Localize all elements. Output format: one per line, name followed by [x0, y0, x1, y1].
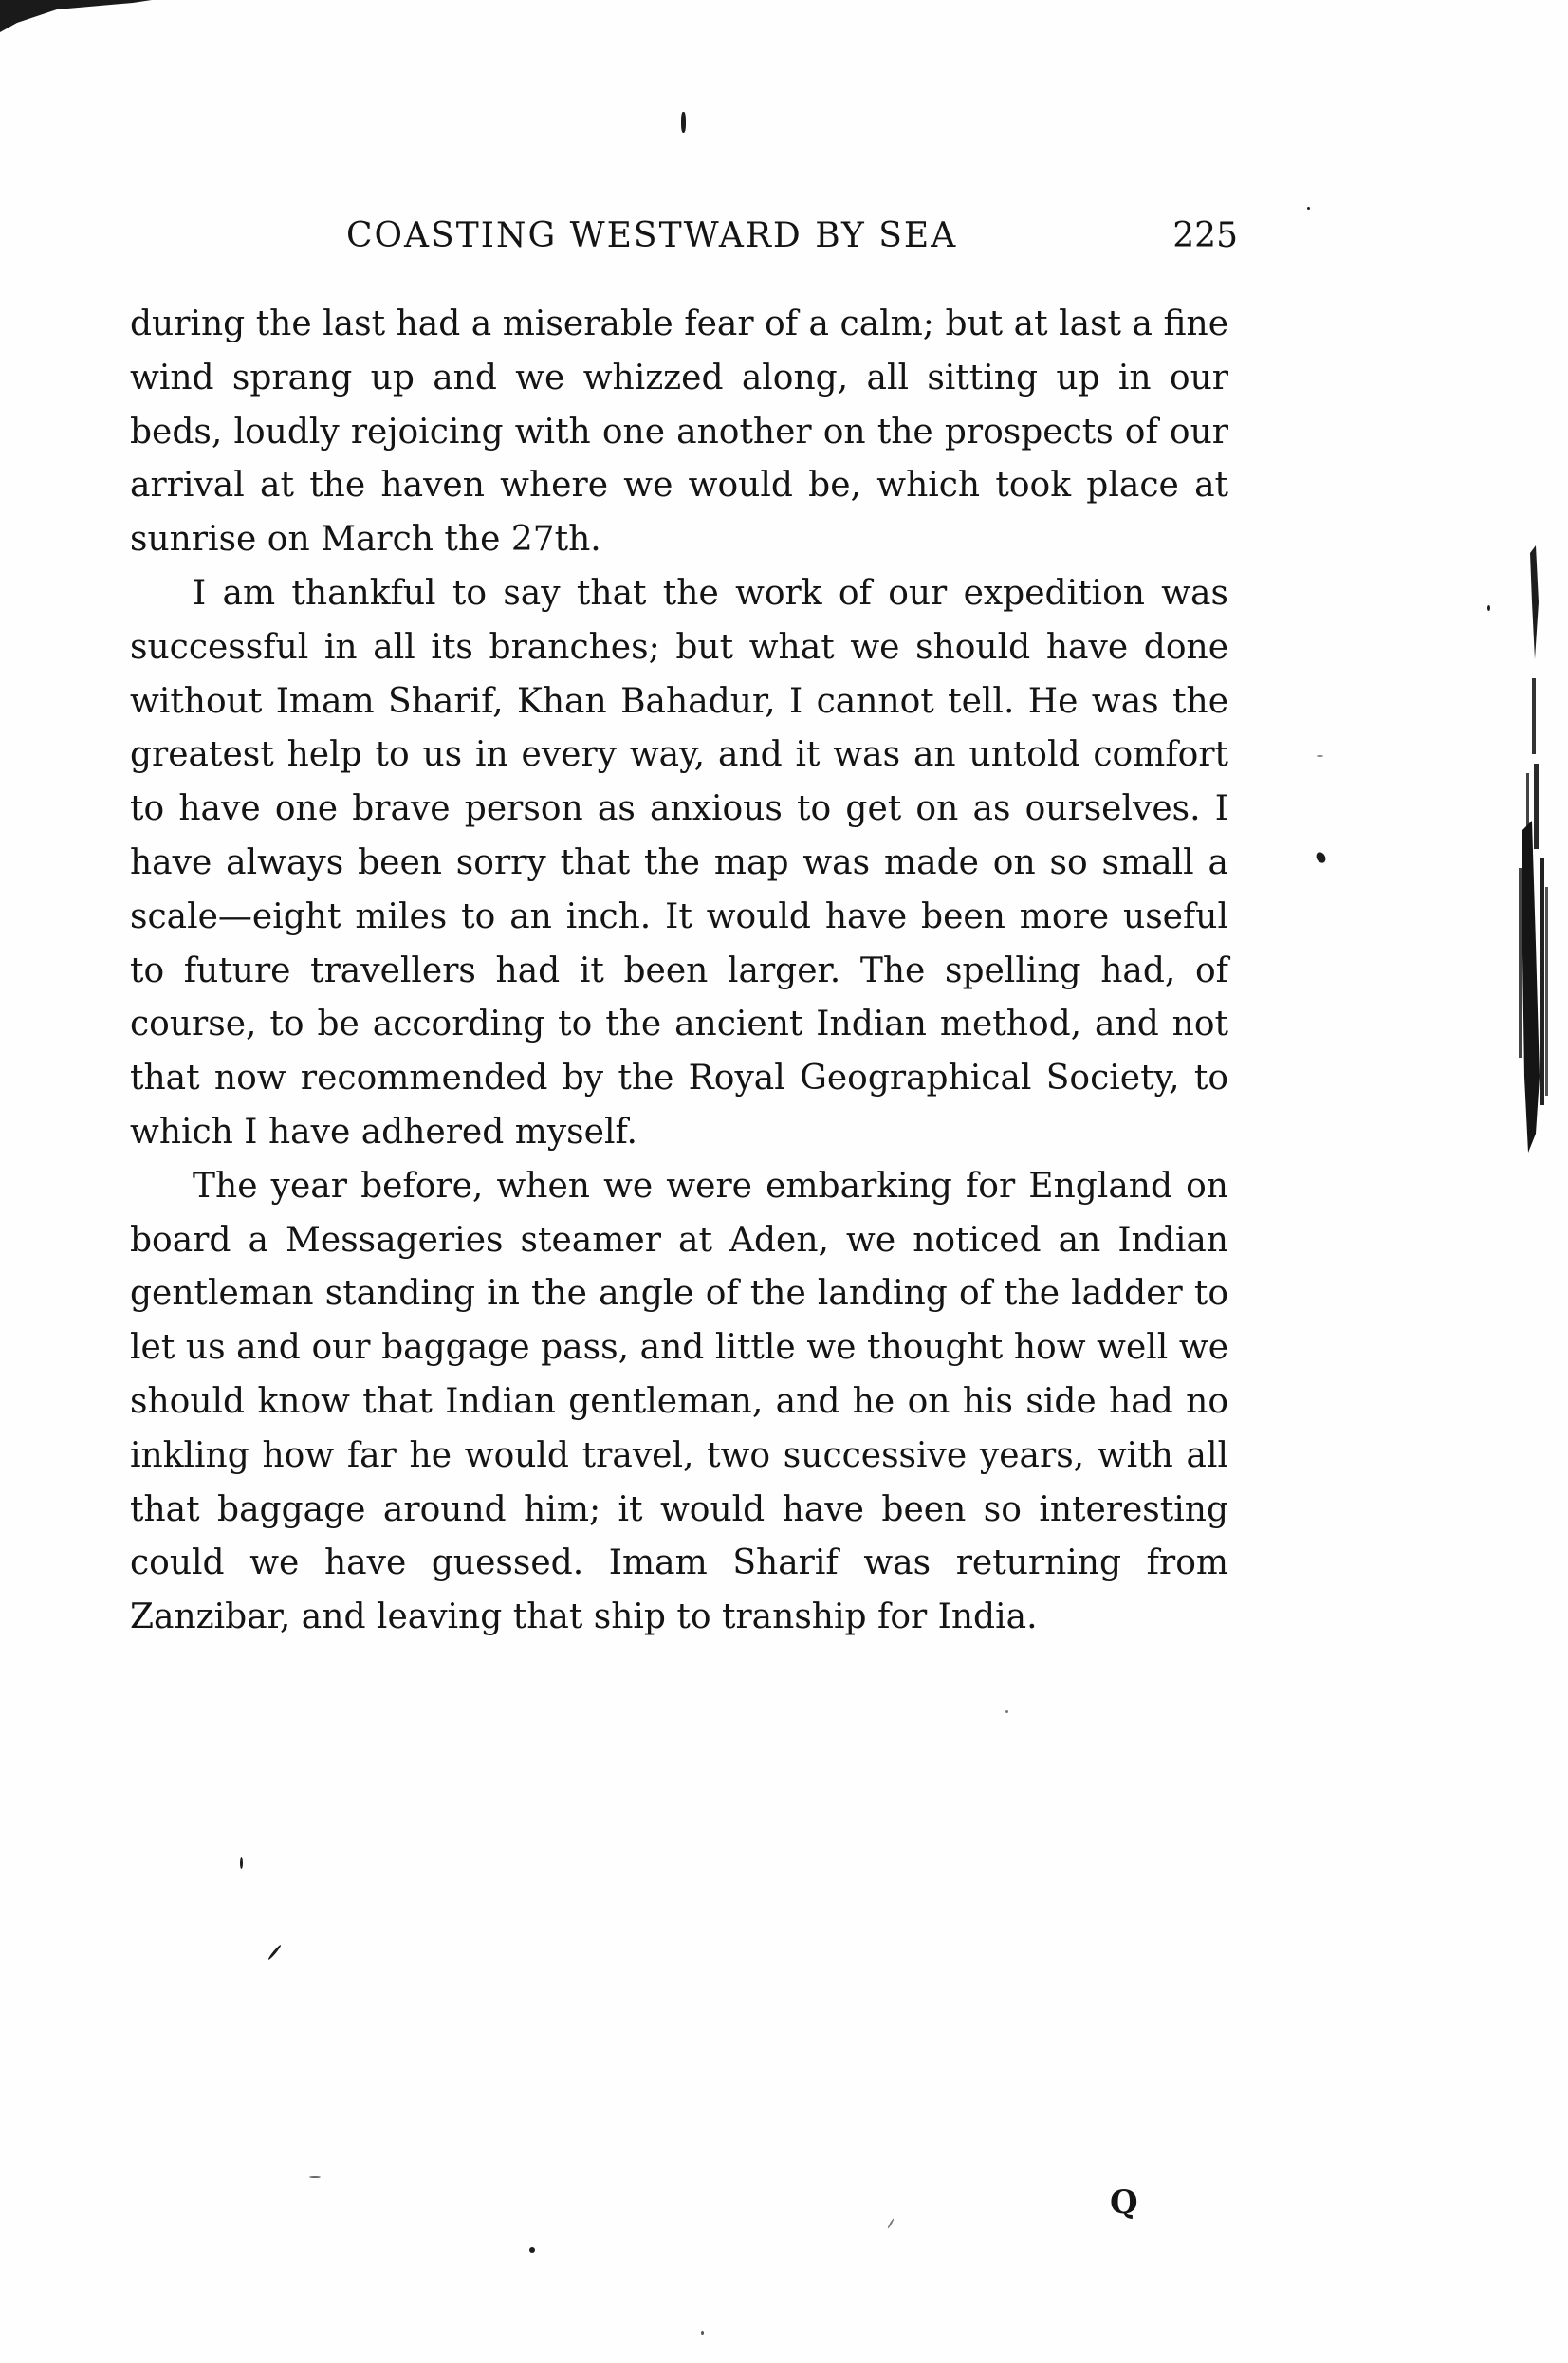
margin-speck [887, 2218, 895, 2228]
margin-speck [529, 2247, 535, 2253]
margin-speck [701, 2331, 704, 2335]
margin-speck [309, 2176, 321, 2178]
corner-ink-mark [0, 0, 152, 34]
margin-speck [1307, 207, 1310, 210]
margin-speck [1317, 755, 1323, 757]
page-number: 225 [1172, 216, 1238, 255]
margin-speck [1005, 1710, 1008, 1713]
margin-speck [1487, 605, 1490, 611]
paragraph-2: I am thankful to say that the work of our expedition was successful in all its branches; but what we should have done without Imam Sharif, Khan Bahadur, I cannot tell. He was the greatest help to us in every way, and it was an untold comfort to have one brave person as anxious to get on as ourselves. I have always been sorry that the map was made on so small a scale—eight miles to an inch. It would have been more useful to future travellers had it been larger. The spelling had, of course, to be according to the ancient Indian method, and not that now recommended by the Royal Geographical Society, to which I have adhered myself. [130, 573, 1228, 1152]
paragraph-3: The year before, when we were embarking for England on board a Messageries steamer at Aden, we noticed an Indian gentleman standing in the angle of the landing of the ladder to let us and our baggage pass, and little we thought how well we should know that Indian gentleman, and he on his side had no inkling how far he would travel, two successive years, with all that baggage around him; it would have been so interesting could we have guessed. Imam Sharif was returning from Zanzibar, and leaving that ship to tranship for India. [130, 1166, 1228, 1637]
signature-mark: Q [1110, 2184, 1138, 2222]
binding-bleed-through [1503, 545, 1560, 1172]
margin-speck [1315, 851, 1328, 865]
paragraph-1: during the last had a miserable fear of a calm; but at last a fine wind sprang up and we whizzed along, all sitting up in our beds, loudly rejoicing with one another on the prospects of our arrival at the haven where we would be, which took place at sunrise on March the 27th. [130, 305, 1228, 560]
running-head: COASTING WESTWARD BY SEA [346, 216, 958, 255]
margin-speck [267, 1944, 282, 1960]
margin-speck [240, 1857, 243, 1869]
header-speck [681, 112, 686, 133]
body-text [130, 298, 1228, 1645]
page-header [346, 216, 1238, 273]
